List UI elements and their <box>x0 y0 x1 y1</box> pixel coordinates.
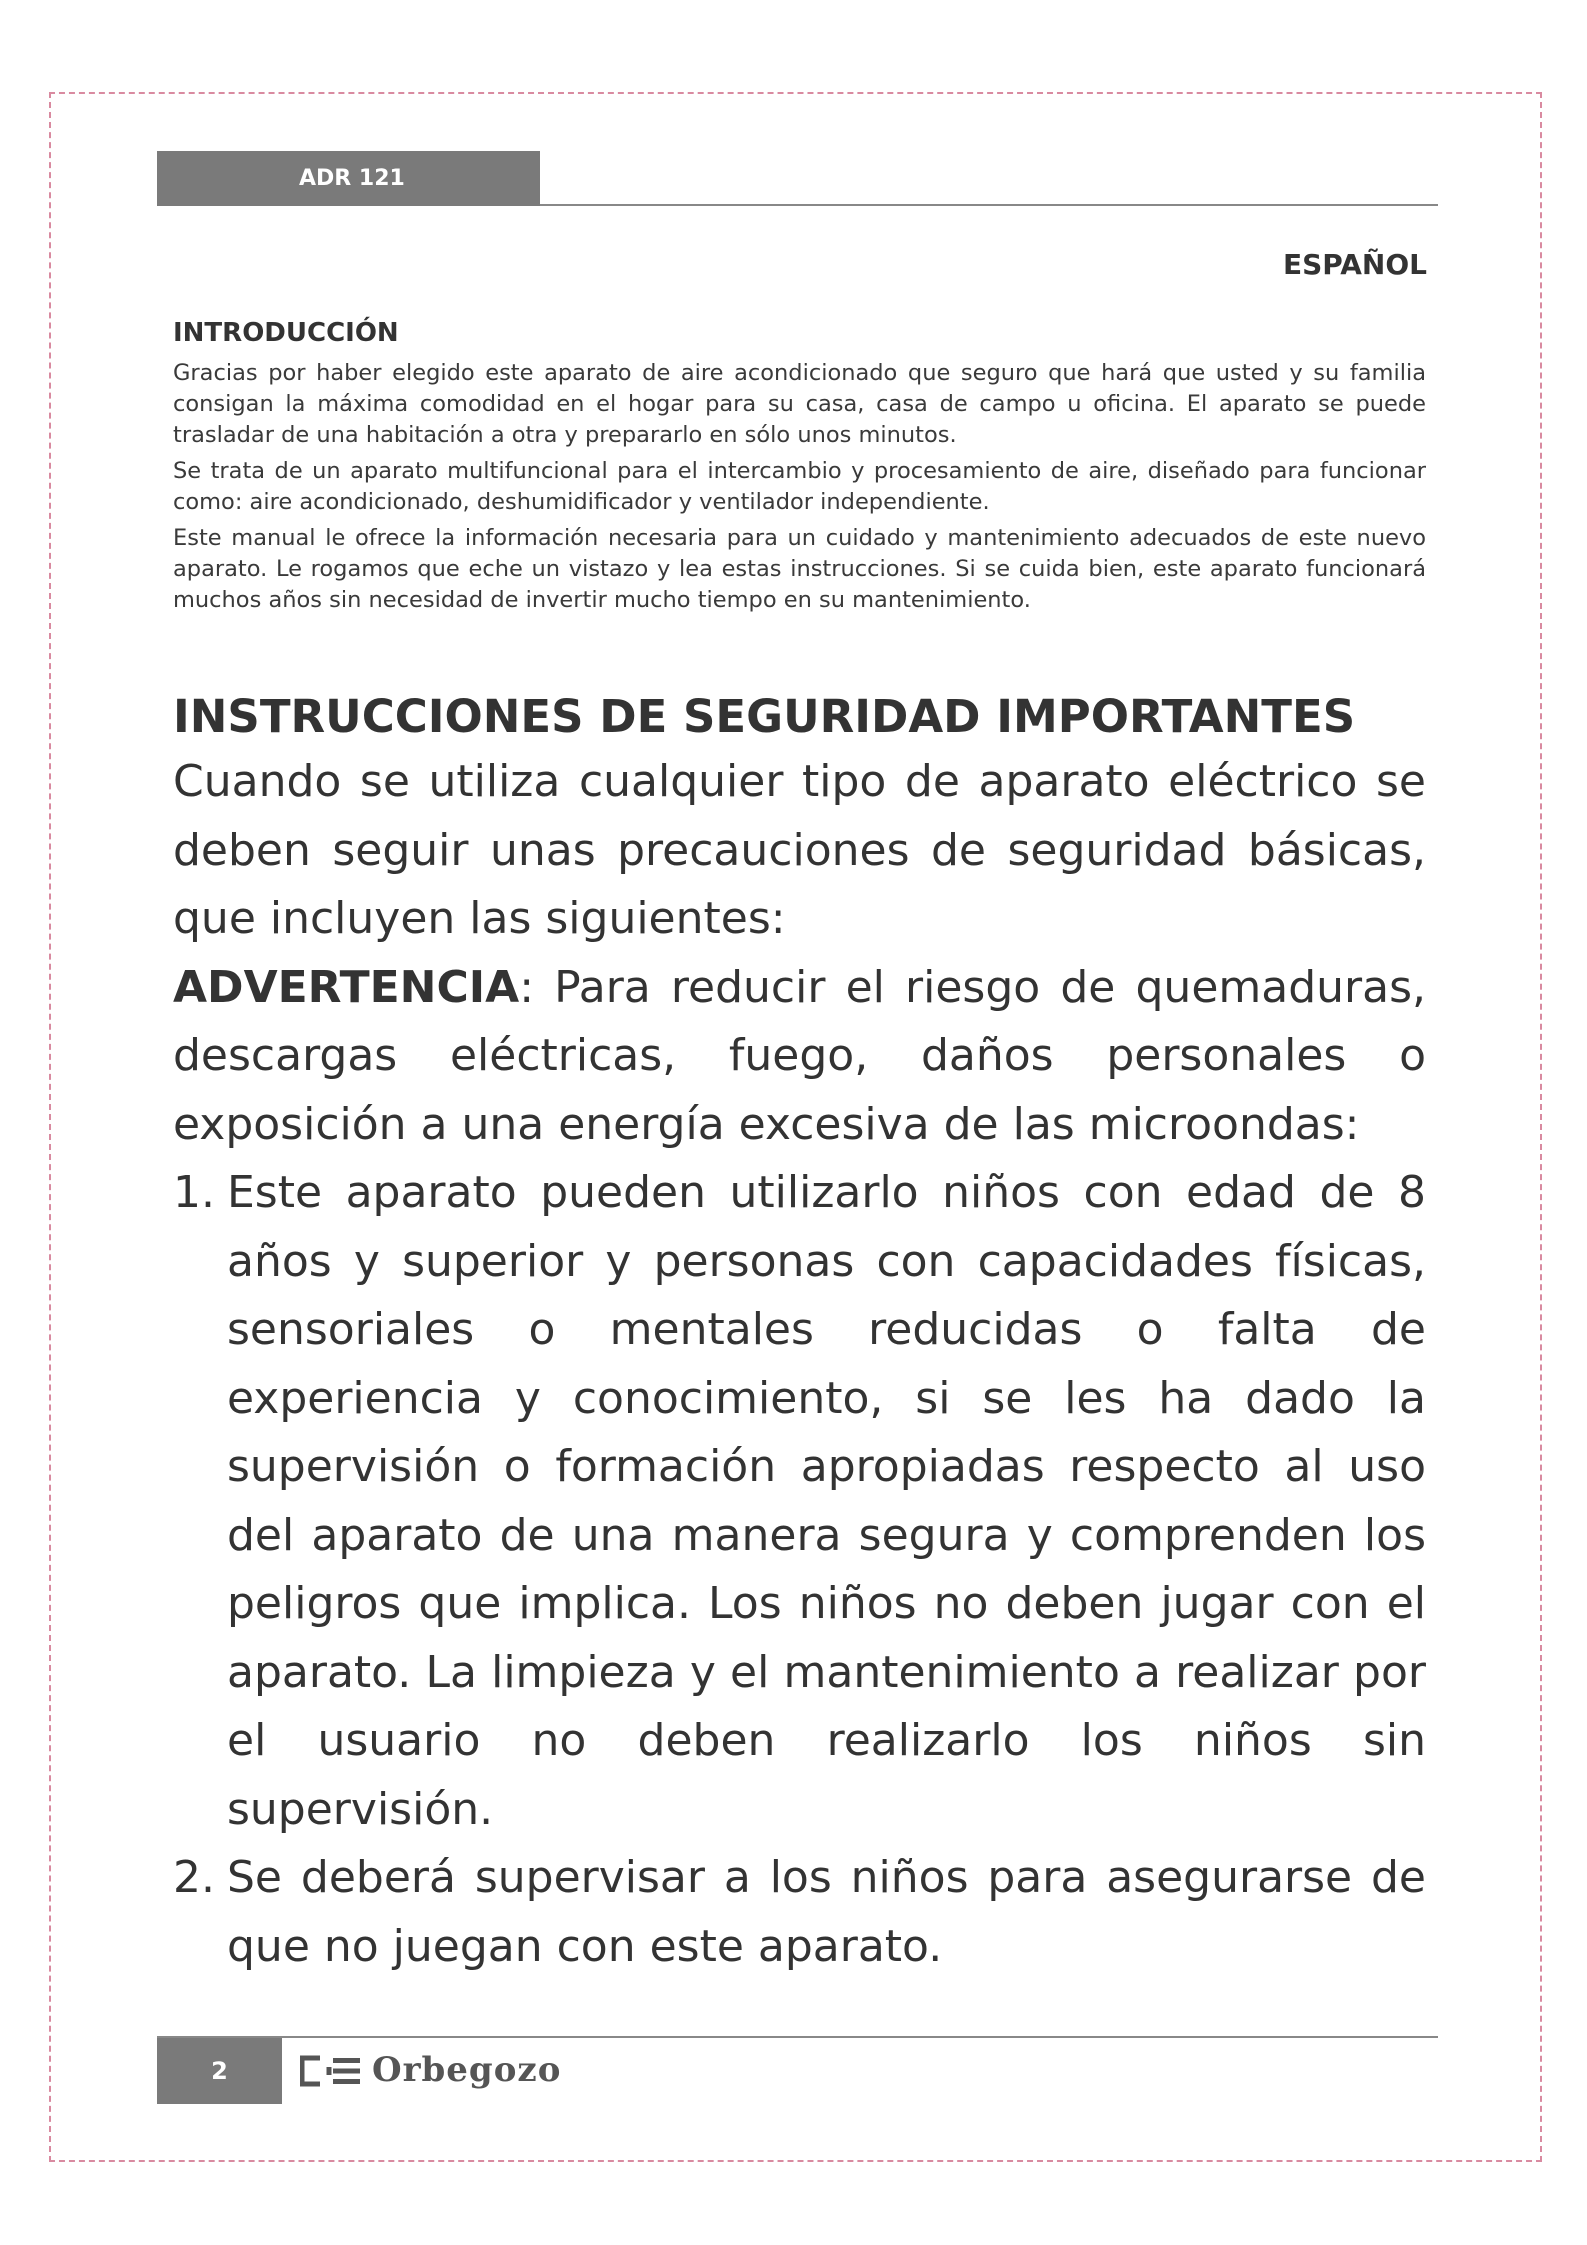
safety-section <box>173 686 1426 1981</box>
intro-heading: INTRODUCCIÓN <box>173 318 399 348</box>
intro-section <box>173 358 1426 621</box>
safety-title: INSTRUCCIONES DE SEGURIDAD IMPORTANTES <box>173 690 1356 743</box>
list-item-text: Se deberá supervisar a los niños para asegurarse de que no juegan con este aparato. <box>227 1852 1426 1972</box>
list-item <box>173 1844 1426 1981</box>
warning-label: ADVERTENCIA <box>173 961 520 1013</box>
safety-list <box>173 1159 1426 1981</box>
intro-paragraph: Se trata de un aparato multifuncional para el intercambio y procesamiento de aire, diseñado para funcionar como: aire acondicionado, deshumidificador y ventilador independiente. <box>173 458 1426 515</box>
model-tab: ADR 121 <box>157 151 540 206</box>
safety-lead: Cuando se utiliza cualquier tipo de aparato eléctrico se deben seguir unas precauciones de seguridad básicas, que incluyen las siguientes: <box>173 756 1426 944</box>
intro-paragraph: Gracias por haber elegido este aparato de aire acondicionado que seguro que hará que usted y su familia consigan la máxima comodidad en el hogar para su casa, casa de campo u oficina. El aparato se puede trasladar de una habitación a otra y prepararlo en sólo unos minutos. <box>173 360 1426 448</box>
list-item <box>173 1159 1426 1844</box>
footer-rule <box>157 2036 1438 2038</box>
warning-text: : Para reducir el riesgo de quemaduras, descargas eléctricas, fuego, daños personales o exposición a una energía excesiva de las microondas: <box>173 961 1426 1150</box>
brand-name: Orbegozo <box>372 2050 562 2090</box>
page-number: 2 <box>157 2038 282 2104</box>
intro-paragraph: Este manual le ofrece la información necesaria para un cuidado y mantenimiento adecuados de este nuevo aparato. Le rogamos que eche un vistazo y lea estas instrucciones. Si se cuida bien, este aparato funcionará muchos años sin necesidad de invertir mucho tiempo en su mantenimiento. <box>173 525 1426 613</box>
list-item-number: 2. <box>173 1852 215 1903</box>
language-label: ESPAÑOL <box>1283 248 1427 281</box>
list-item-text: Este aparato pueden utilizarlo niños con edad de 8 años y superior y personas con capacidades físicas, sensoriales o mentales reducidas o falta de experiencia y conocimiento, si se les ha dado la supervisión o formación apropiadas respecto al uso del aparato de una manera segura y comprenden los peligros que implica. Los niños no deben jugar con el aparato. La limpieza y el mantenimiento a realizar por el usuario no deben realizarlo los niños sin supervisión. <box>227 1167 1426 1835</box>
list-item-number: 1. <box>173 1167 215 1218</box>
header-rule <box>540 204 1438 206</box>
warning-paragraph <box>173 954 1426 1160</box>
brand-logo-icon <box>300 2055 362 2087</box>
